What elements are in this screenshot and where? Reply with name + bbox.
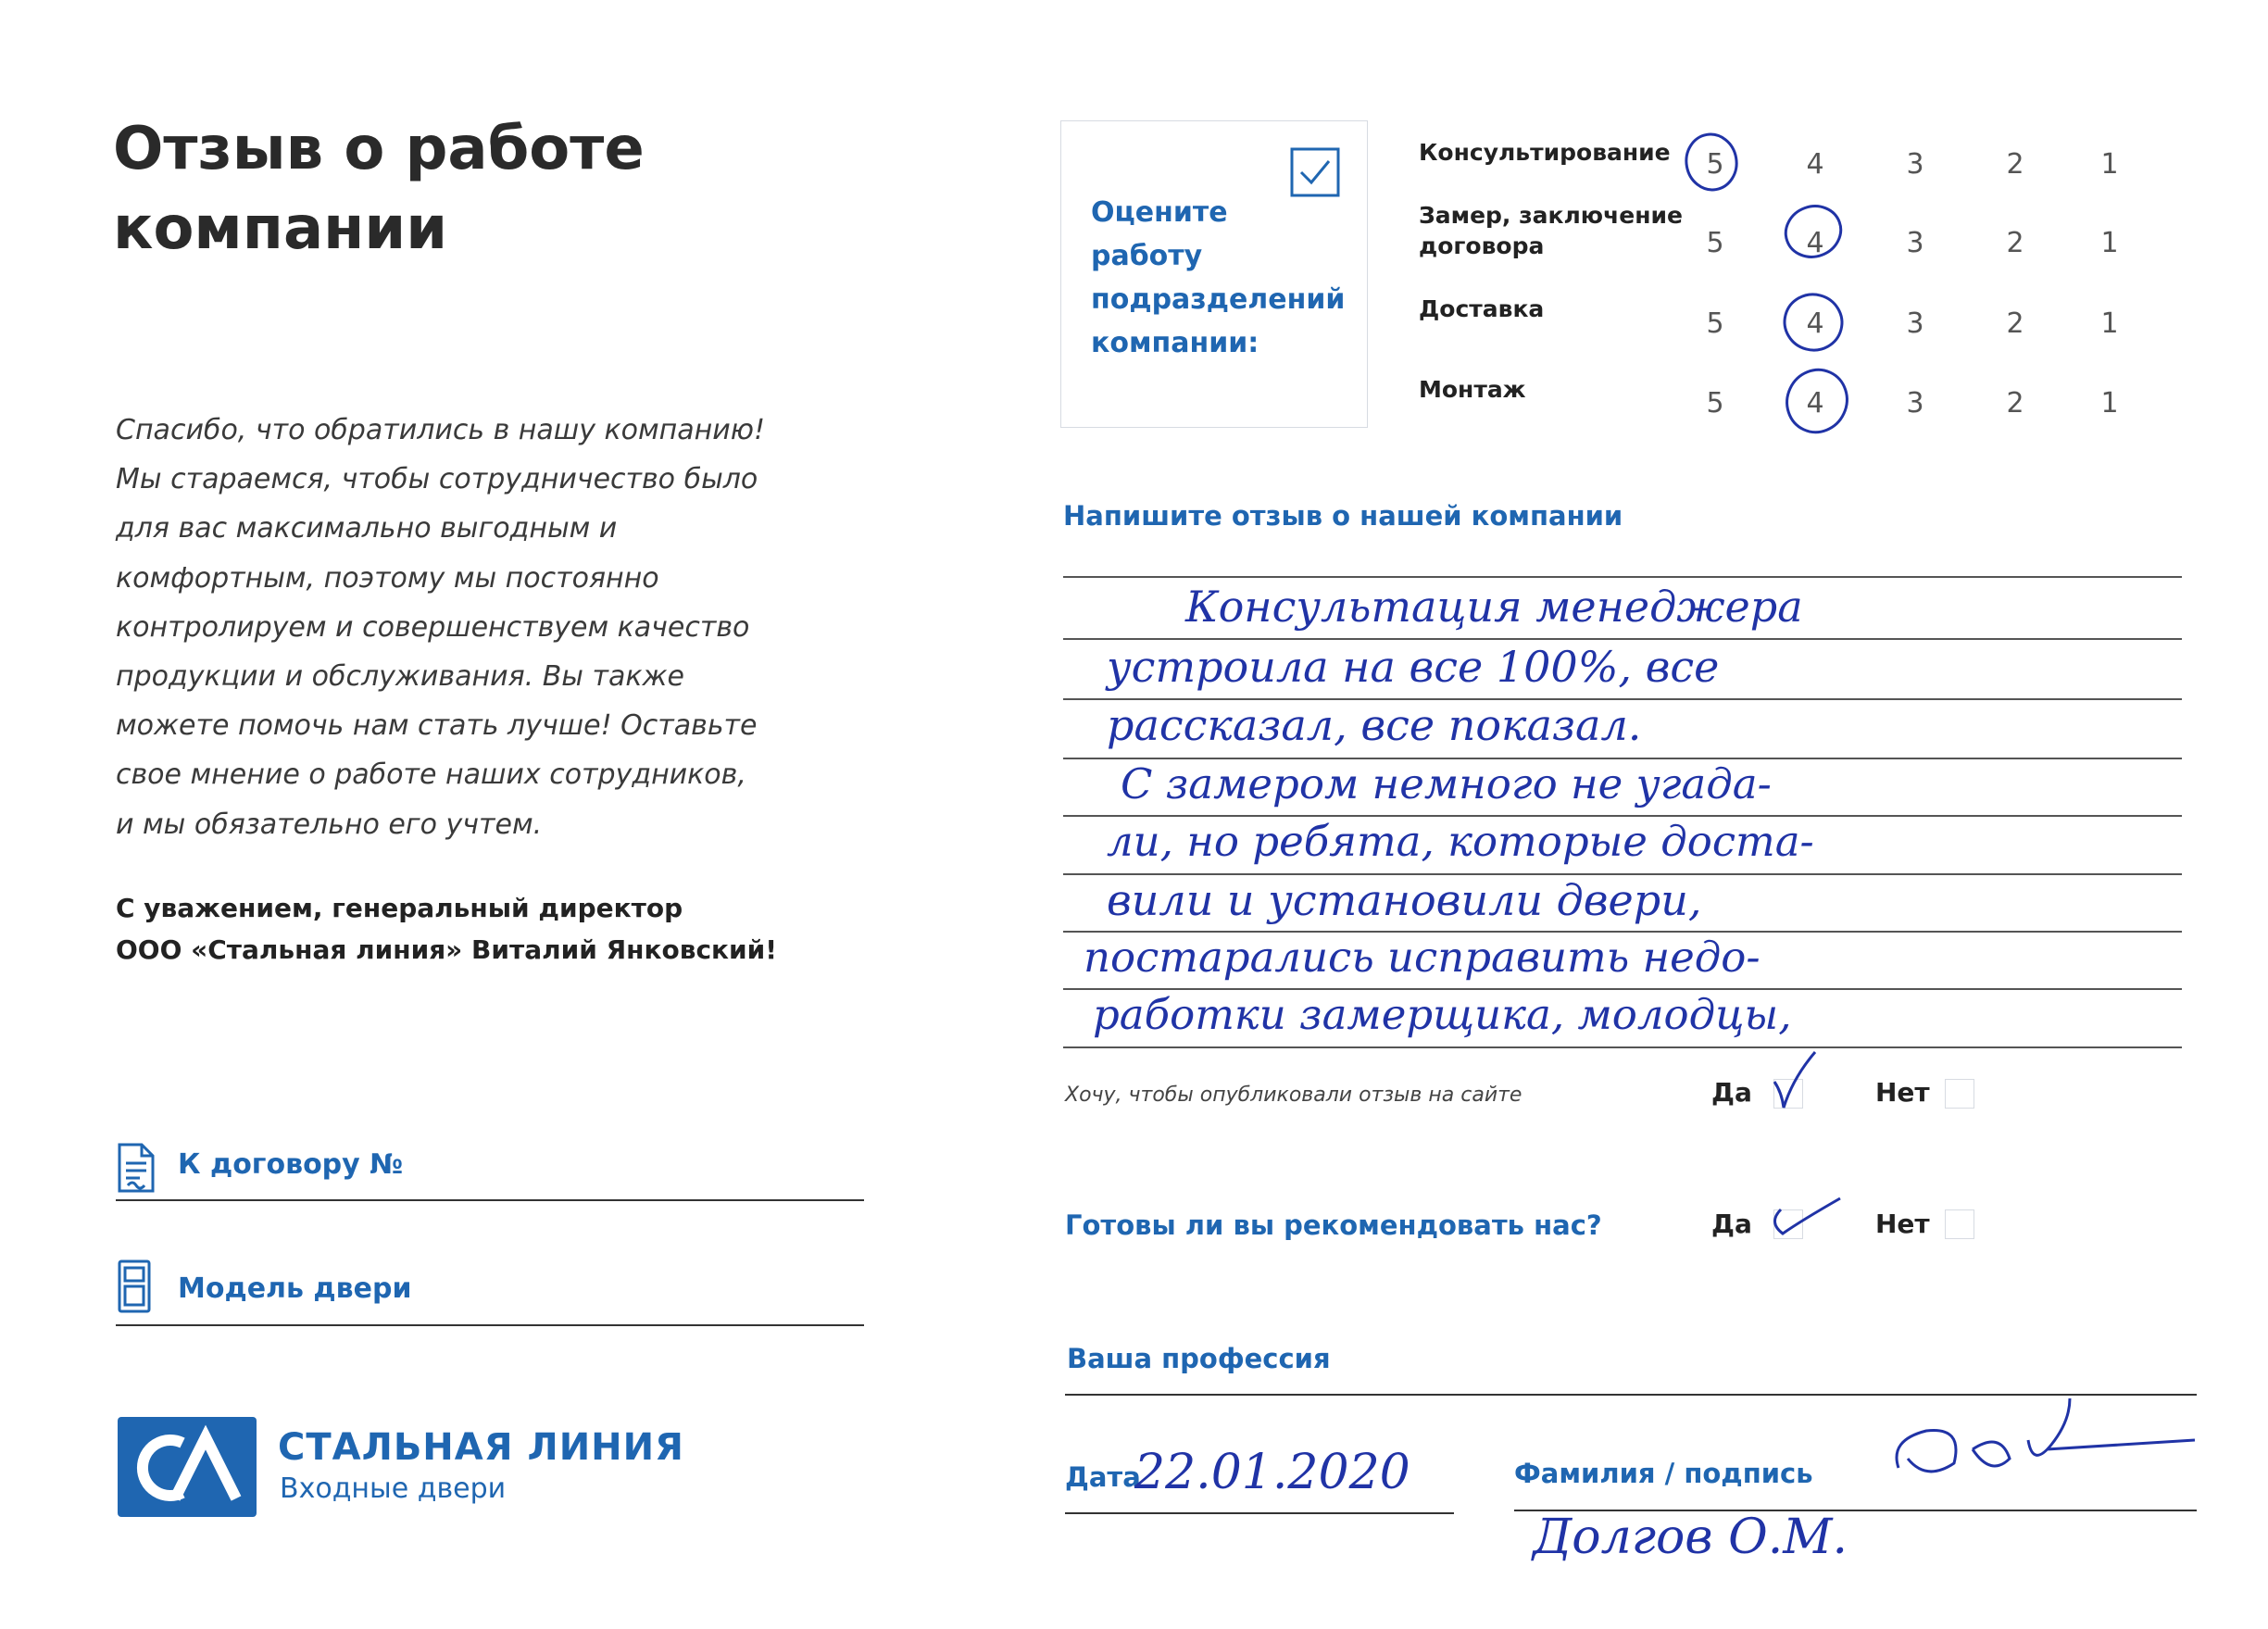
logo-company-name: СТАЛЬНАЯ ЛИНИЯ	[278, 1426, 684, 1469]
dept-label-line: Монтаж	[1419, 376, 1526, 403]
steel-line-logo-icon	[118, 1417, 257, 1517]
signature-scribble	[1871, 1394, 2204, 1496]
rating-prompt-line: Оцените	[1091, 196, 1228, 229]
review-handwriting-line: работки замерщика, молодцы,	[1093, 990, 1792, 1039]
date-field[interactable]	[1065, 1512, 1454, 1514]
rating-selection-marks	[1667, 125, 1871, 449]
dept-label-line: договора	[1419, 232, 1545, 259]
intro-line: комфортным, поэтому мы постоянно	[116, 561, 659, 595]
score-option[interactable]: 2	[2006, 148, 2024, 181]
rating-prompt-line: работу	[1091, 240, 1203, 272]
profession-label: Ваша профессия	[1067, 1343, 1331, 1374]
checkmark-icon	[1764, 1195, 1848, 1243]
selected-score-circle	[1779, 198, 1848, 264]
dept-label-line: Замер, заключение	[1419, 202, 1683, 229]
door-model-field[interactable]	[116, 1324, 864, 1326]
recommend-yes-label: Да	[1711, 1209, 1752, 1239]
contract-number-field[interactable]	[116, 1199, 864, 1201]
publish-no-checkbox[interactable]	[1945, 1079, 1974, 1109]
rating-prompt-line: компании:	[1091, 327, 1259, 359]
review-handwriting-line: рассказал, все показал.	[1107, 700, 1642, 750]
review-heading: Напишите отзыв о нашей компании	[1063, 500, 1623, 532]
page-title-line-1: Отзыв о работе	[113, 115, 645, 183]
review-write-line	[1063, 1046, 2182, 1048]
dept-installation-label	[1419, 374, 1526, 405]
intro-line: и мы обязательно его учтем.	[116, 808, 543, 841]
door-model-label: Модель двери	[178, 1272, 412, 1305]
score-option[interactable]: 3	[1906, 387, 1924, 420]
score-option[interactable]: 5	[1706, 227, 1724, 259]
publish-question: Хочу, чтобы опубликовали отзыв на сайте	[1065, 1084, 1522, 1107]
score-option[interactable]: 5	[1706, 307, 1724, 340]
rating-prompt	[1091, 191, 1350, 365]
dept-label-line: Доставка	[1419, 295, 1545, 322]
intro-line: свое мнение о работе наших сотрудников,	[116, 758, 746, 792]
intro-text	[116, 406, 838, 849]
score-option[interactable]: 1	[2100, 307, 2119, 340]
checkmark-icon	[1767, 1046, 1823, 1113]
review-write-line	[1063, 638, 2182, 640]
score-option[interactable]: 3	[1906, 227, 1924, 259]
selected-score-circle	[1778, 288, 1848, 357]
score-option[interactable]: 4	[1806, 387, 1824, 420]
review-handwriting-line: постарались исправить недо-	[1084, 933, 1761, 982]
selected-score-circle	[1682, 131, 1741, 194]
date-value: 22.01.2020	[1134, 1445, 1410, 1500]
publish-yes-label: Да	[1711, 1077, 1752, 1108]
review-handwriting-line: вили и установили двери,	[1107, 875, 1702, 925]
signature-label: Фамилия / подпись	[1514, 1458, 1813, 1489]
contract-number-label: К договору №	[178, 1148, 404, 1181]
contract-document-icon	[116, 1141, 157, 1195]
door-icon	[116, 1258, 153, 1315]
score-option[interactable]: 2	[2006, 387, 2024, 420]
score-option[interactable]: 4	[1806, 307, 1824, 340]
review-handwriting-line: Консультация менеджера	[1185, 582, 1803, 632]
recommend-no-checkbox[interactable]	[1945, 1209, 1974, 1239]
intro-line: Спасибо, что обратились в нашу компанию!	[116, 414, 766, 446]
publish-no-label: Нет	[1875, 1077, 1930, 1108]
score-option[interactable]: 3	[1906, 148, 1924, 181]
logo-tagline: Входные двери	[280, 1472, 507, 1505]
review-handwriting-line: ли, но ребята, которые доста-	[1107, 817, 1814, 866]
score-option[interactable]: 5	[1706, 148, 1724, 181]
score-option[interactable]: 1	[2100, 227, 2119, 259]
regards-line-1: С уважением, генеральный директор	[116, 893, 683, 923]
score-option[interactable]: 2	[2006, 227, 2024, 259]
dept-label-line: Консультирование	[1419, 139, 1671, 166]
dept-delivery-label	[1419, 294, 1544, 324]
score-option[interactable]: 1	[2100, 387, 2119, 420]
score-option[interactable]: 3	[1906, 307, 1924, 340]
score-option[interactable]: 4	[1806, 148, 1824, 181]
intro-line: контролируем и совершенствуем качество	[116, 610, 750, 644]
intro-line: продукции и обслуживания. Вы также	[116, 660, 684, 694]
signature-name: Долгов О.М.	[1533, 1510, 1848, 1565]
review-handwriting-line: устроила на все 100%, все	[1107, 642, 1720, 692]
selected-score-circle	[1777, 360, 1858, 443]
director-regards	[116, 887, 857, 971]
rating-prompt-line: подразделений	[1091, 283, 1346, 316]
intro-line: можете помочь нам стать лучше! Оставьте	[116, 709, 758, 743]
score-option[interactable]: 1	[2100, 148, 2119, 181]
intro-line: Мы стараемся, чтобы сотрудничество было	[116, 463, 758, 496]
review-handwriting-line: С замером немного не угада-	[1121, 759, 1772, 808]
score-option[interactable]: 5	[1706, 387, 1724, 420]
regards-line-2: ООО «Стальная линия» Виталий Янковский!	[116, 934, 778, 965]
intro-line: для вас максимально выгодным и	[116, 512, 618, 545]
dept-measurement-label	[1419, 200, 1683, 261]
recommend-question: Готовы ли вы рекомендовать нас?	[1065, 1209, 1602, 1241]
page-title-line-2: компании	[113, 194, 448, 263]
score-option[interactable]: 4	[1806, 227, 1824, 259]
review-write-line	[1063, 576, 2182, 578]
page-title	[113, 109, 761, 269]
score-option[interactable]: 2	[2006, 307, 2024, 340]
dept-consulting-label	[1419, 137, 1671, 168]
date-label: Дата	[1065, 1461, 1141, 1493]
recommend-no-label: Нет	[1875, 1209, 1930, 1239]
